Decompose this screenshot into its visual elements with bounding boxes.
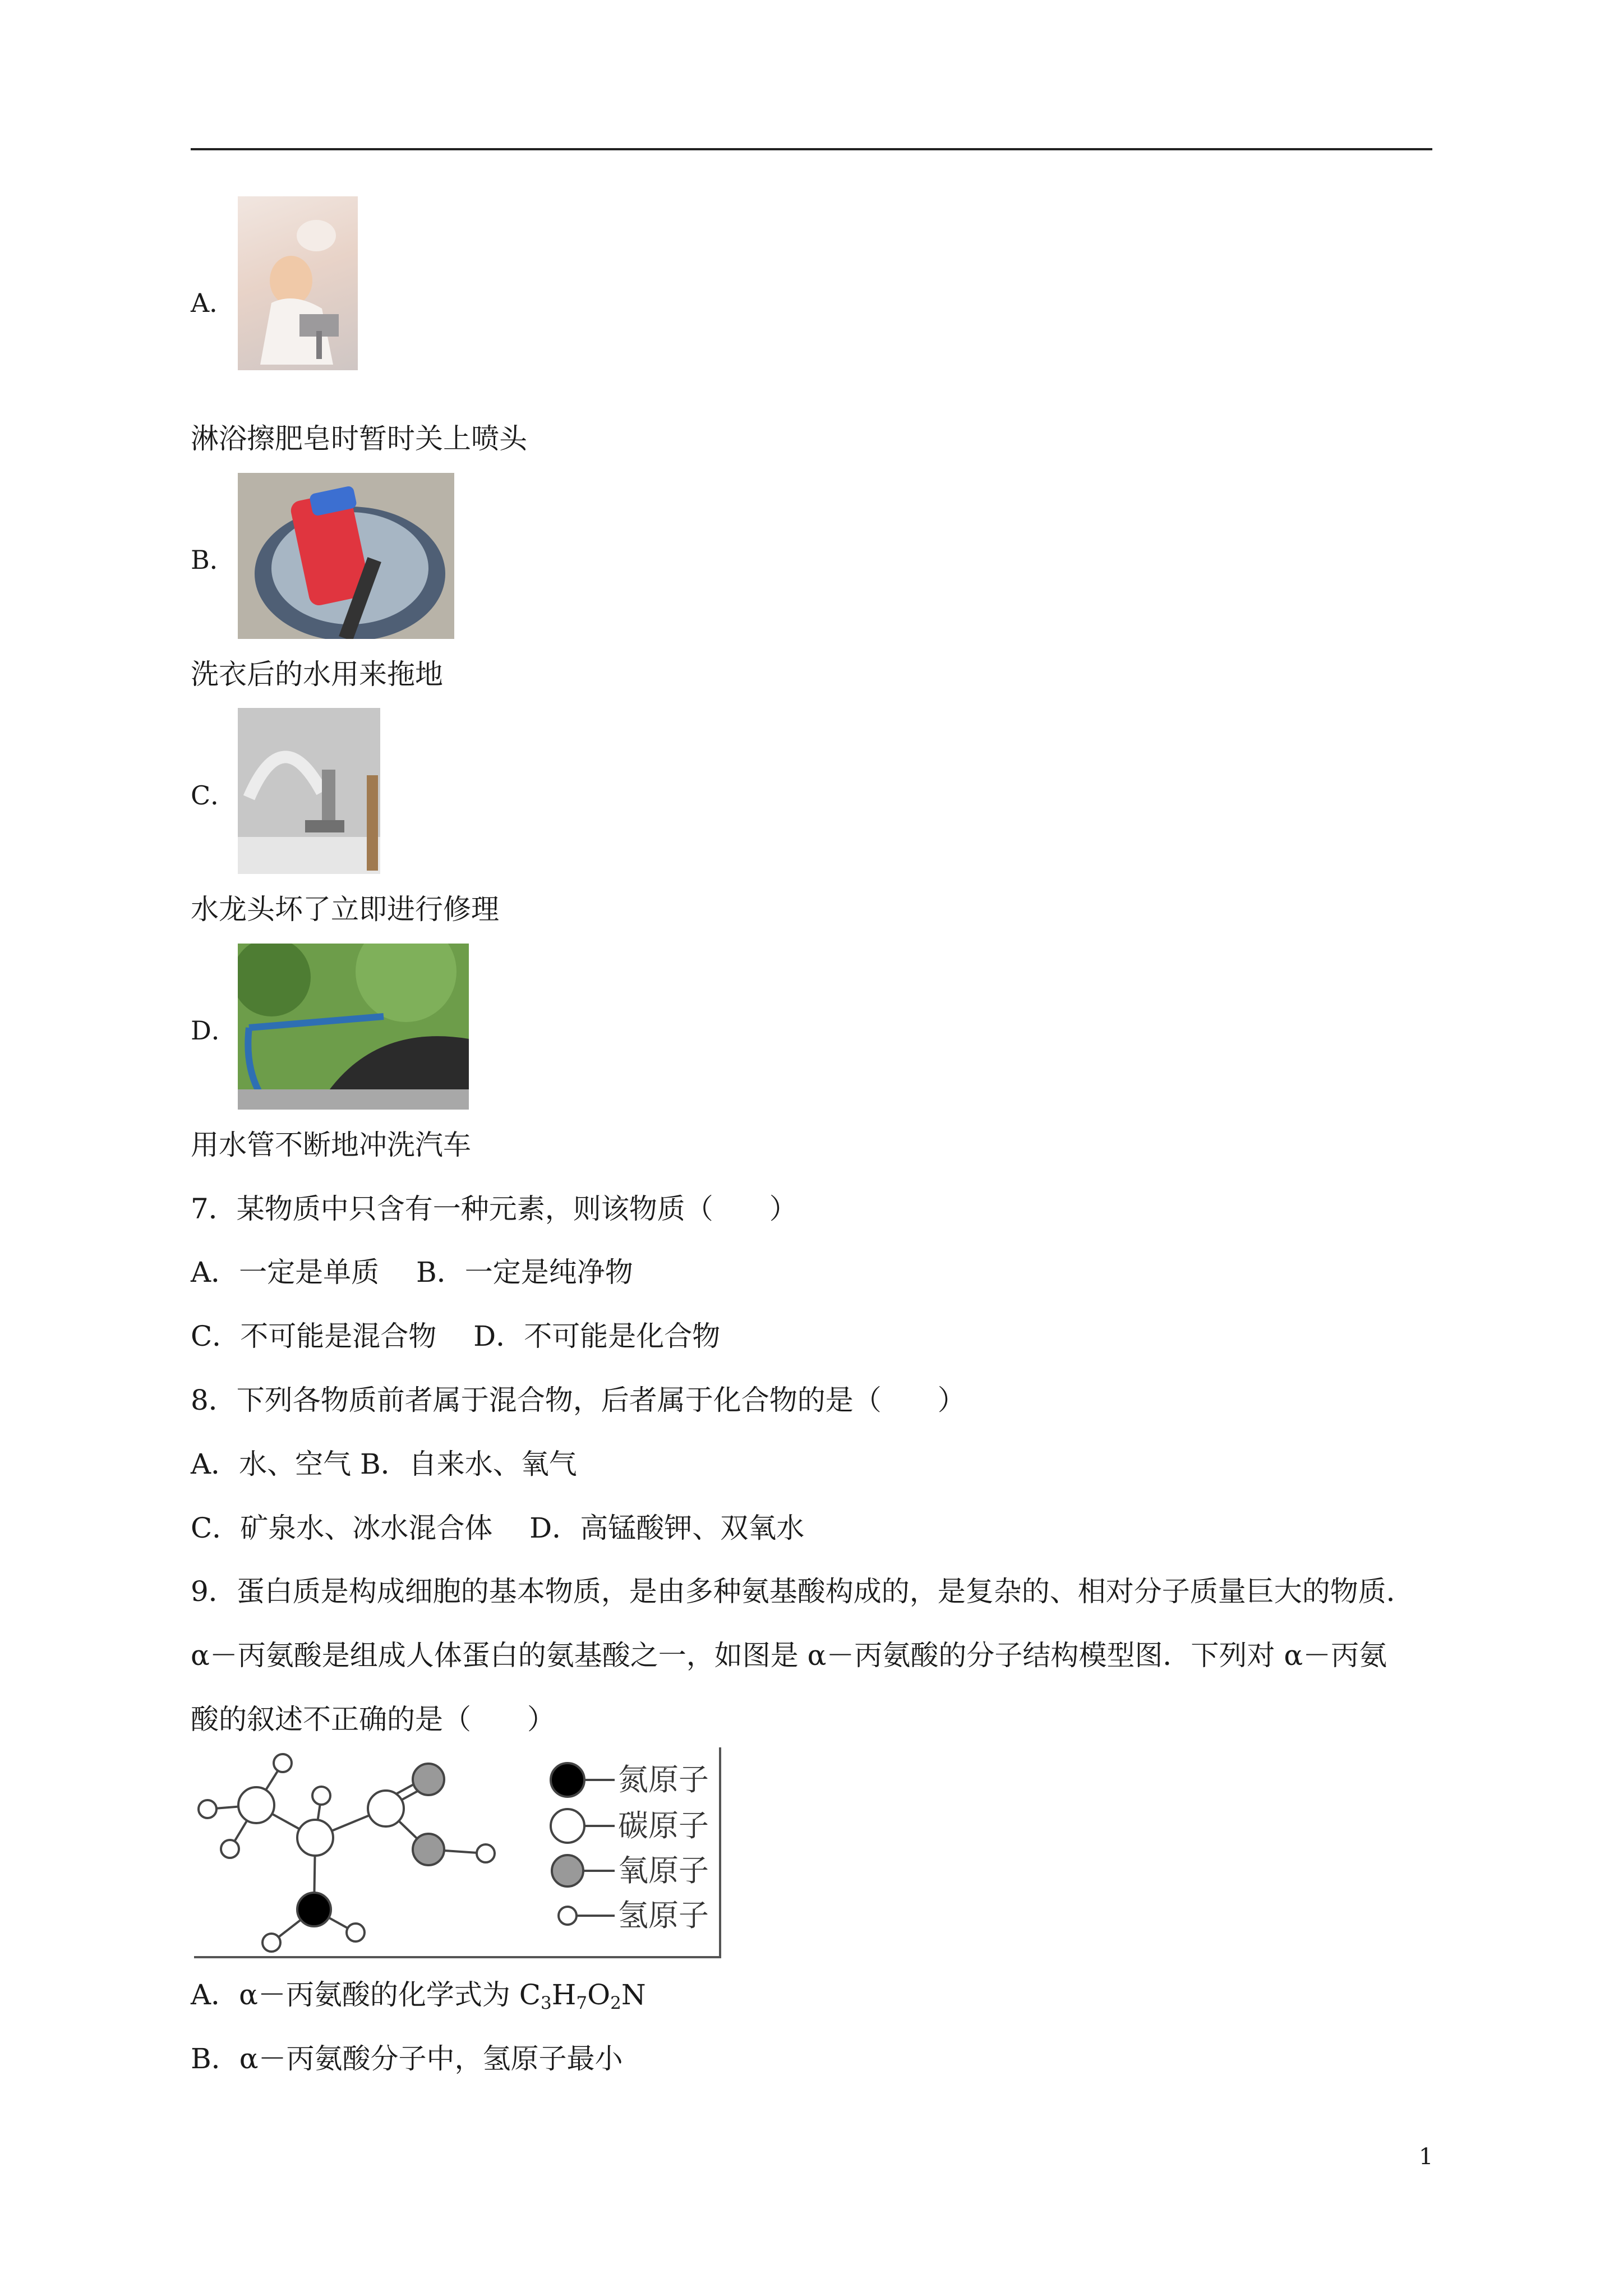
q7-options-line2: C．不可能是混合物 D．不可能是化合物: [191, 1320, 721, 1352]
hydrogen-atom: [274, 1754, 292, 1772]
option-6a-caption: 淋浴擦肥皂时暂时关上喷头: [191, 422, 527, 455]
q8-stem: 8．下列各物质前者属于混合物，后者属于化合物的是（ ）: [191, 1384, 966, 1416]
option-6d-letter: D．: [191, 1015, 237, 1046]
hydrogen-atom: [347, 1924, 365, 1941]
option-6d-caption: 用水管不断地冲洗汽车: [191, 1129, 471, 1161]
legend-hydrogen-swatch: [559, 1907, 577, 1925]
option-6a-letter: A．: [191, 288, 236, 318]
legend-oxygen-swatch: [552, 1855, 583, 1887]
oxygen-atom: [413, 1764, 444, 1795]
nitrogen-atom: [297, 1893, 331, 1926]
mop-bucket-photo: [238, 473, 454, 639]
legend-nitrogen-swatch: [551, 1763, 584, 1797]
q9-stem-line2: α－丙氨酸是组成人体蛋白的氨基酸之一，如图是 α－丙氨酸的分子结构模型图．下列对 α－丙氨: [191, 1639, 1387, 1672]
hydrogen-atom: [221, 1840, 239, 1858]
hydrogen-atom: [262, 1934, 280, 1952]
hydrogen-atom: [477, 1844, 495, 1862]
hose-car-photo: [238, 944, 469, 1110]
alanine-formula: $C_3H_7O_2N$: [519, 1978, 646, 2013]
option-6c-letter: C．: [191, 780, 237, 811]
q8-options-line2: C．矿泉水、冰水混合体 D．高锰酸钾、双氧水: [191, 1512, 805, 1544]
atoms: [199, 1754, 495, 1952]
q9-stem-line3: 酸的叙述不正确的是（ ）: [191, 1703, 555, 1736]
carbon-atom: [238, 1787, 274, 1823]
q9-option-a: A．α－丙氨酸的化学式为 $C_3H_7O_2N$: [191, 1978, 646, 2013]
carbon-atom: [297, 1820, 333, 1856]
legend-carbon-swatch: [551, 1809, 584, 1843]
legend: [551, 1762, 709, 1933]
option-6c-caption: 水龙头坏了立即进行修理: [191, 893, 499, 926]
legend-nitrogen-label: 氮原子: [618, 1762, 709, 1797]
hydrogen-atom: [199, 1800, 216, 1818]
legend-oxygen-label: 氧原子: [618, 1853, 709, 1888]
q7-stem: 7．某物质中只含有一种元素，则该物质（ ）: [191, 1193, 797, 1225]
hydrogen-atom: [312, 1787, 330, 1805]
broken-faucet-photo: [238, 708, 380, 874]
q7-options-line1: A．一定是单质 B．一定是纯净物: [191, 1256, 633, 1289]
page-number: 1: [1419, 2144, 1433, 2170]
legend-hydrogen-label: 氢原子: [618, 1898, 709, 1933]
q8-options-line1: A．水、空气 B．自来水、氧气: [191, 1448, 577, 1480]
carbon-atom: [368, 1791, 404, 1826]
alanine-molecule-diagram: [193, 1747, 721, 1958]
oxygen-atom: [413, 1834, 444, 1865]
q9-option-b: B．α－丙氨酸分子中，氢原子最小: [191, 2042, 623, 2075]
option-6b-caption: 洗衣后的水用来拖地: [191, 658, 443, 691]
legend-carbon-label: 碳原子: [618, 1808, 709, 1843]
header-rule: [191, 148, 1432, 150]
q9-stem-line1: 9．蛋白质是构成细胞的基本物质，是由多种氨基酸构成的，是复杂的、相对分子质量巨大的物质．: [191, 1575, 1414, 1608]
option-6b-letter: B．: [191, 545, 236, 575]
shower-photo: [238, 196, 358, 370]
